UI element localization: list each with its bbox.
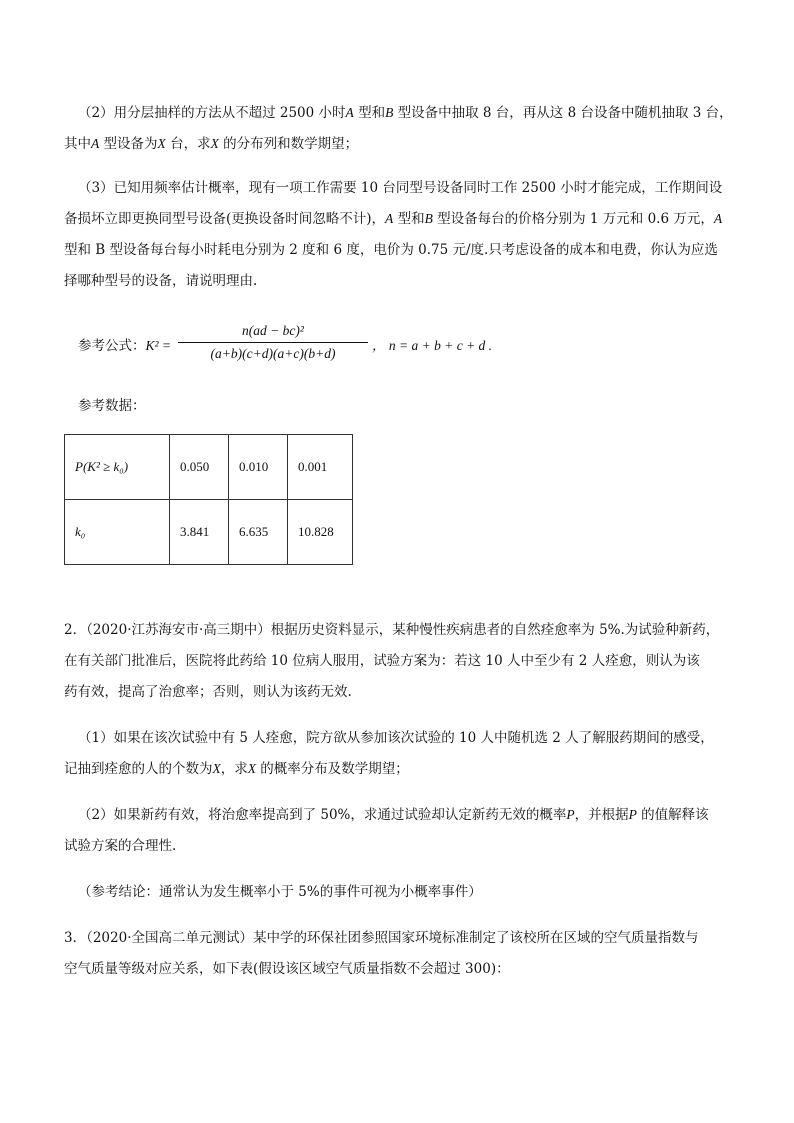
var-A: A	[713, 211, 723, 226]
formula-lhs: K² =	[145, 338, 172, 353]
var-A: A	[385, 211, 394, 226]
text-run: 型设备每台的价格分别为 1 万元和 0.6 万元，	[432, 211, 714, 227]
var-X: X	[247, 761, 256, 776]
q2-line3: 药有效，提高了治愈率；否则，则认为该药无效.	[64, 684, 352, 700]
var-X: X	[157, 136, 166, 151]
formula-label	[78, 334, 171, 354]
text-run: ，求	[220, 761, 248, 777]
formula-denominator: (a+b)(c+d)(a+c)(b+d)	[210, 346, 336, 361]
q2-part1-line1: （1）如果在该次试验中有 5 人痊愈，院方欲从参加该次试验的 10 人中随机选 2 人了解服药期间的感受，	[78, 730, 714, 746]
text-run: 台，求	[165, 136, 211, 152]
q1-part2-line1	[78, 103, 733, 123]
var-B: B	[424, 211, 433, 226]
table-row	[65, 435, 353, 500]
text-run: （2）用分层抽样的方法从不超过 2500 小时	[78, 105, 346, 121]
table-cell-header: k₀	[65, 500, 170, 565]
table-cell: 10.828	[288, 500, 353, 565]
text-run: （2）如果新药有效，将治愈率提高到了 50%，求通过试验却认定新药无效的概率	[78, 807, 567, 823]
var-A: A	[345, 105, 354, 120]
table-row	[65, 500, 353, 565]
table-cell: 6.635	[229, 500, 288, 565]
formula-numerator: n(ad − bc)²	[242, 323, 304, 338]
text-run: 的分布列和数学期望；	[218, 136, 359, 152]
text-run: 的概率分布及数学期望；	[256, 761, 409, 777]
text-run: 型设备为	[99, 136, 158, 152]
q1-part3-line1: （3）已知用频率估计概率，现有一项工作需要 10 台同型号设备同时工作 2500 小时才能完成，工作期间设	[78, 180, 723, 196]
q1-part3-line4: 择哪种型号的设备，请说明理由.	[64, 273, 258, 289]
q2-line2: 在有关部门批准后，医院将此药给 10 位病人服用，试验方案为：若这 10 人中至少有 2 人痊愈，则认为该	[64, 653, 700, 669]
text-run: 记抽到痊愈的人的个数为	[64, 761, 213, 777]
var-X: X	[210, 136, 219, 151]
table-cell: 0.010	[229, 435, 288, 500]
formula-tail: ， n = a + b + c + d .	[372, 338, 493, 353]
q3-line1: 3．（2020·全国高二单元测试）某中学的环保社团参照国家环境标准制定了该校所在区域的空气质量指数与	[64, 930, 699, 946]
text-run: 的值解释该	[636, 807, 709, 823]
text-run: 型和	[353, 105, 386, 121]
table-cell-header: P(K² ≥ k₀)	[65, 435, 170, 500]
text-run: 其中	[64, 136, 91, 152]
text-run: 备损坏立即更换同型号设备(更换设备时间忽略不计)，	[64, 211, 386, 227]
table-cell: 0.050	[170, 435, 229, 500]
q3-line2: 空气质量等级对应关系，如下表(假设该区域空气质量指数不会超过 300)：	[64, 961, 510, 977]
var-A: A	[91, 136, 100, 151]
table-cell: 3.841	[170, 500, 229, 565]
var-P: P	[628, 807, 637, 822]
table-cell: 0.001	[288, 435, 353, 500]
q1-part3-line2	[64, 209, 722, 229]
var-P: P	[566, 807, 575, 822]
text-run: 参考公式：	[78, 338, 146, 354]
formula-fraction	[178, 322, 368, 363]
text-run: 型设备中抽取 8 台，再从这 8 台设备中随机抽取 3 台，	[393, 105, 733, 121]
q2-conclusion: （参考结论：通常认为发生概率小于 5%的事件可视为小概率事件）	[78, 884, 482, 900]
var-B: B	[385, 105, 394, 120]
q1-part2-line2	[64, 134, 358, 154]
var-X: X	[212, 761, 221, 776]
q2-part1-line2	[64, 759, 409, 779]
q2-line1: 2．（2020·江苏海安市·高三期中）根据历史资料显示，某种慢性疾病患者的自然痊愈率为 5%.为试验种新药，	[64, 622, 720, 638]
text-run: ，并根据	[574, 807, 629, 823]
q2-part2-line1	[78, 805, 709, 825]
q2-part2-line2: 试验方案的合理性.	[64, 838, 177, 854]
fraction-bar	[178, 342, 368, 343]
ref-data-label: 参考数据：	[78, 398, 146, 414]
text-run: 型和	[393, 211, 425, 227]
q1-part3-line3: 型和 B 型设备每台每小时耗电分别为 2 度和 6 度，电价为 0.75 元/度.只考虑设备的成本和电费，你认为应选	[64, 242, 718, 258]
reference-table	[64, 434, 353, 565]
